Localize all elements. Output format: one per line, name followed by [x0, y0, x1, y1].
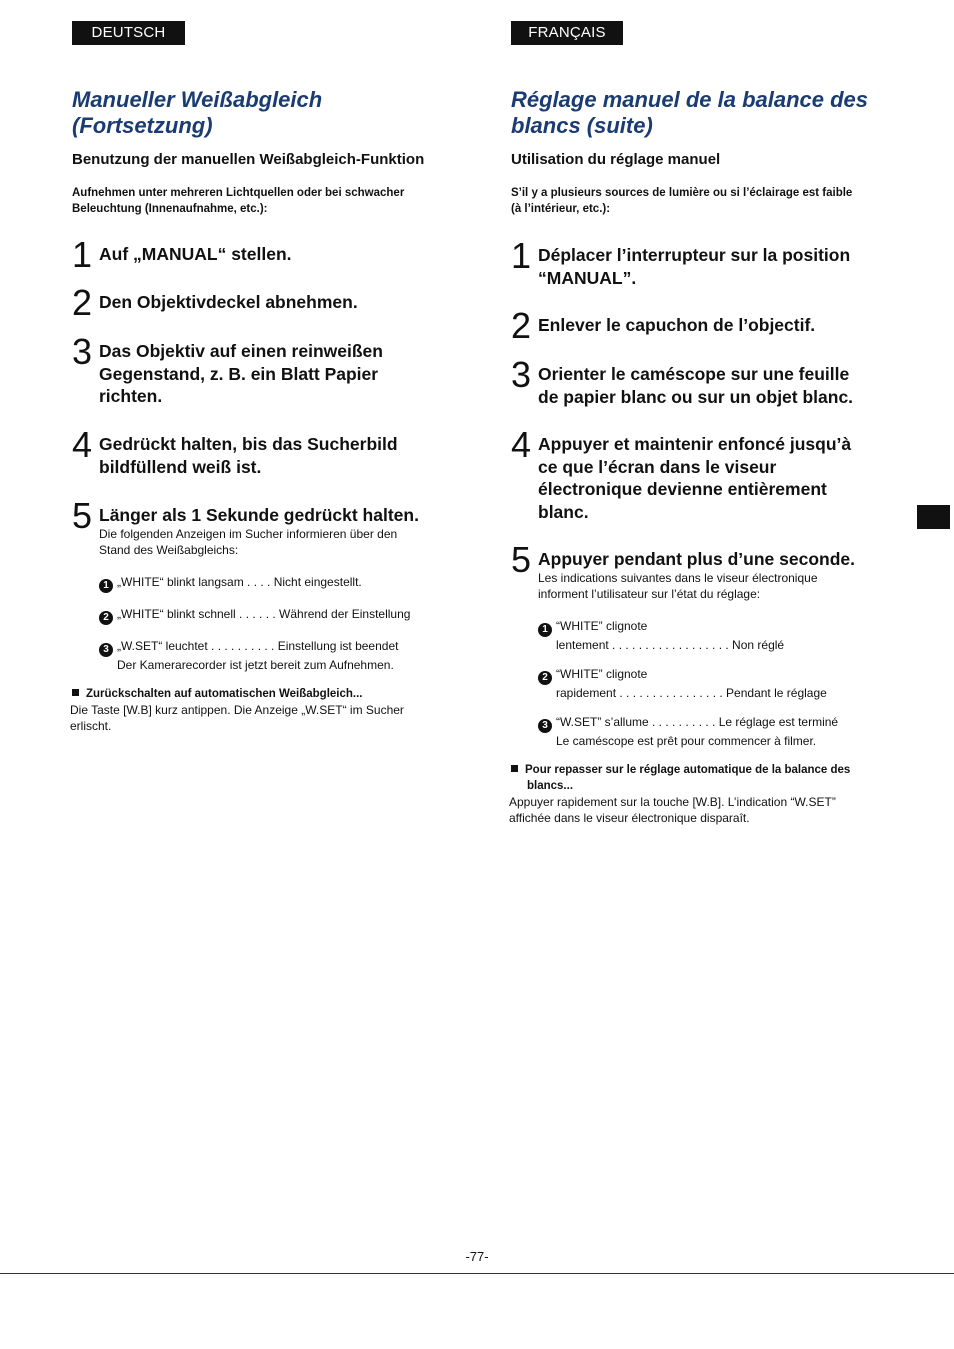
section-title-german	[72, 87, 322, 139]
step-text: Orienter le caméscope sur une feuille	[538, 364, 850, 384]
step-text: Enlever le capuchon de l’objectif.	[538, 315, 816, 335]
condition-german	[72, 185, 404, 217]
title-line: Réglage manuel de la balance des	[511, 87, 869, 112]
indicator-text: „WHITE“ blinkt schnell . . . . . . Während der Einstellung	[117, 607, 411, 621]
condition-line: S’il y a plusieurs sources de lumière ou si l’éclairage est faible	[511, 187, 853, 199]
subtitle-german: Benutzung der manuellen Weißabgleich-Funktion	[72, 151, 425, 168]
page-edge-marker	[917, 505, 950, 529]
indicator-extra: lentement . . . . . . . . . . . . . . . . . . Non réglé	[556, 638, 785, 652]
note-line: erlischt.	[70, 719, 112, 733]
step-text: Den Objektivdeckel abnehmen.	[99, 292, 358, 312]
step-text: de papier blanc ou sur un objet blanc.	[538, 386, 854, 407]
section-title-french	[511, 87, 868, 139]
square-bullet-icon	[72, 689, 79, 696]
title-line: blancs (suite)	[511, 113, 653, 138]
circled-number-icon: 3	[538, 719, 552, 733]
indicator-text: “W.SET” s’allume . . . . . . . . . . Le réglage est terminé	[556, 715, 839, 729]
step-text: bildfüllend weiß ist.	[99, 456, 262, 477]
indicator-extra: Le caméscope est prêt pour commencer à filmer.	[556, 734, 817, 748]
condition-line: Aufnehmen unter mehreren Lichtquellen oder bei schwacher	[72, 187, 405, 199]
indicator-2-german	[99, 606, 410, 625]
indicator-3-french	[538, 714, 838, 749]
description-line: Stand des Weißabgleichs:	[99, 543, 239, 557]
language-tab-french: FRANÇAIS	[511, 21, 623, 45]
circled-number-icon: 2	[538, 671, 552, 685]
step-text: électronique devienne entièrement	[538, 479, 827, 499]
description-line: informent l’utilisateur sur l’état du réglage:	[538, 587, 761, 601]
step-number: 3	[511, 354, 532, 395]
indicator-text: „W.SET“ leuchtet . . . . . . . . . . Einstellung ist beendet	[117, 639, 399, 653]
step-text: Das Objektiv auf einen reinweißen	[99, 341, 383, 361]
step-number: 1	[511, 235, 532, 276]
indicator-text: “WHITE” clignote	[556, 619, 648, 633]
indicator-text: “WHITE” clignote	[556, 667, 648, 681]
note-line: affichée dans le viseur électronique disparaît.	[509, 811, 750, 825]
indicator-text: „WHITE“ blinkt langsam . . . . Nicht eingestellt.	[117, 575, 362, 589]
step-5-description-french	[538, 570, 818, 602]
indicator-1-german	[99, 574, 362, 593]
note-heading-text: Pour repasser sur le réglage automatique de la balance des	[525, 764, 851, 776]
description-line: Die folgenden Anzeigen im Sucher informieren über den	[99, 527, 398, 541]
circled-number-icon: 1	[538, 623, 552, 637]
note-body-french	[509, 794, 836, 826]
step-text: Gedrückt halten, bis das Sucherbild	[99, 434, 398, 454]
language-tab-german: DEUTSCH	[72, 21, 185, 45]
condition-line: Beleuchtung (Innenaufnahme, etc.):	[72, 203, 268, 215]
step-text: Appuyer pendant plus d’une seconde.	[538, 549, 855, 569]
note-heading-french	[511, 762, 850, 794]
step-number: 4	[72, 424, 93, 465]
step-text: Gegenstand, z. B. ein Blatt Papier	[99, 363, 379, 384]
step-number: 1	[72, 234, 93, 275]
step-number: 2	[72, 282, 93, 323]
step-number: 4	[511, 424, 532, 465]
description-line: Les indications suivantes dans le viseur électronique	[538, 571, 818, 585]
step-5-description-german	[99, 526, 397, 558]
indicator-3-german	[99, 638, 398, 673]
note-line: Die Taste [W.B] kurz antippen. Die Anzeige „W.SET“ im Sucher	[70, 703, 404, 717]
condition-french	[511, 185, 852, 217]
note-heading-text: Zurückschalten auf automatischen Weißabgleich...	[86, 688, 363, 700]
note-line: Appuyer rapidement sur la touche [W.B]. L’indication “W.SET”	[509, 795, 836, 809]
note-body-german	[70, 702, 404, 734]
condition-line: (à l’intérieur, etc.):	[511, 203, 611, 215]
title-line: (Fortsetzung)	[72, 113, 213, 138]
step-text: Appuyer et maintenir enfoncé jusqu’à	[538, 434, 852, 454]
step-number: 5	[72, 495, 93, 536]
subtitle-french: Utilisation du réglage manuel	[511, 151, 721, 168]
circled-number-icon: 3	[99, 643, 113, 657]
indicator-extra: rapidement . . . . . . . . . . . . . . . . Pendant le réglage	[556, 686, 827, 700]
square-bullet-icon	[511, 765, 518, 772]
indicator-extra: Der Kamerarecorder ist jetzt bereit zum Aufnehmen.	[117, 658, 394, 672]
step-text: richten.	[99, 386, 163, 406]
step-number: 2	[511, 305, 532, 346]
step-number: 3	[72, 331, 93, 372]
indicator-2-french	[538, 666, 827, 701]
bottom-divider	[0, 1273, 954, 1274]
indicator-1-french	[538, 618, 784, 653]
step-text: blanc.	[538, 501, 589, 522]
note-heading-german	[72, 686, 363, 702]
step-text: ce que l’écran dans le viseur	[538, 456, 777, 477]
title-line: Manueller Weißabgleich	[72, 87, 323, 112]
step-text: “MANUAL”.	[538, 267, 637, 288]
page-number: -77-	[465, 1249, 489, 1264]
circled-number-icon: 2	[99, 611, 113, 625]
step-number: 5	[511, 539, 532, 580]
note-heading-text: blancs...	[527, 780, 574, 792]
circled-number-icon: 1	[99, 579, 113, 593]
step-text: Länger als 1 Sekunde gedrückt halten.	[99, 505, 419, 525]
step-text: Auf „MANUAL“ stellen.	[99, 244, 292, 264]
step-text: Déplacer l’interrupteur sur la position	[538, 245, 851, 265]
